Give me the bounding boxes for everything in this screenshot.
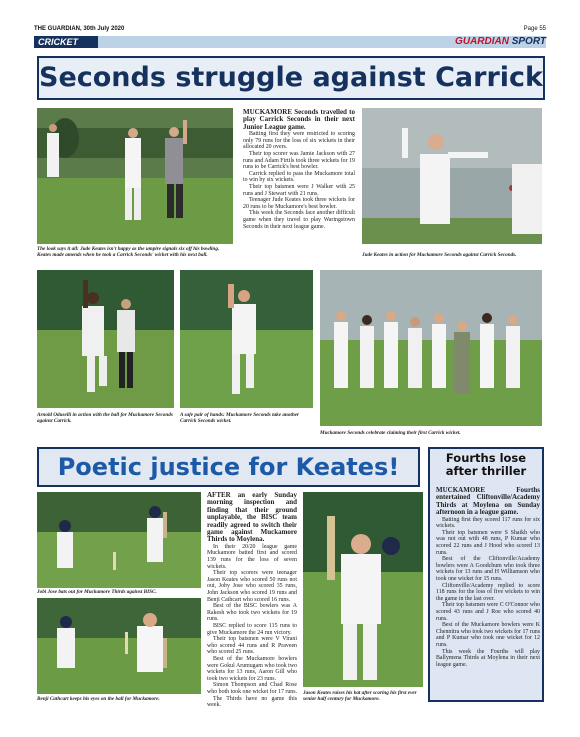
brand-logo (455, 36, 546, 48)
story3-para: Their top batsmen were S Shaikh who was not out with 48 runs, P Kumar who scored 22 runs and J Hood who scored 13 runs. (436, 529, 540, 556)
story3-para: This week the Fourths will play Ballymena Thirds at Moylena in their next league game. (436, 648, 540, 668)
photo-oduselli-bowling (37, 270, 174, 408)
photo-safe-hands (180, 270, 313, 408)
caption-keates-bowling: Jude Keates in action for Muckamore Seconds against Carrick Seconds. (362, 252, 517, 258)
caption-oduselli-bowling: Arnold Oduselli in action with the ball for Muckamore Seconds against Carrick. (37, 412, 173, 425)
story2-para: Best of the BISC bowlers was A Rakesh who took two wickets for 19 runs. (207, 603, 297, 623)
story2-body (207, 492, 297, 709)
story2-para: Their top scorers were teenager Jason Keates who scored 50 runs not out, Joby Jose who scored 35 runs, John Jackson who scored 19 runs and Benji Cathcart who scored 16 runs. (207, 570, 297, 603)
story1-para: Teenager Jude Keates took three wickets for 20 runs to be Muckamore's best bowler. (243, 197, 355, 210)
photo-jose-bats (37, 492, 201, 588)
story3-para: Their top batsmen were C O'Connor who scored 43 runs and J Roe who scored 40 runs. (436, 602, 540, 622)
story3-lead: MUCKAMORE Fourths entertained Cliftonville/Academy Thirds at Moylena on Sunday afternoon in a league game. (436, 486, 540, 517)
caption-umpire-signals: The look says it all: Jude Keates isn't happy as the umpire signals six off his bowling. Keates made amends when he took a Carrick Seconds' wicket with his next ball. (37, 246, 220, 259)
photo-umpire-signals (37, 108, 233, 244)
story1-body (243, 109, 355, 230)
story1-para: Batting first they were restricted to scoring only 79 runs for the loss of six wickets in their allocated 20 overs. (243, 131, 355, 151)
story2-para: The Thirds have no game this week. (207, 695, 297, 709)
story2-para: Simon Thompson and Chad Rose who both took one wicket for 17 runs. (207, 682, 297, 695)
story3-body (436, 487, 540, 668)
story1-para: Their top scorer was Jamie Jackson with 27 runs and Adam Firtils took three wickets for 19 runs to be Carrick's best bowler. (243, 151, 355, 171)
story1-lead: MUCKAMORE Seconds travelled to play Carrick Seconds in their next Junior League game. (243, 108, 355, 131)
page-number: Page 55 (523, 26, 546, 32)
story1-para: This week the Seconds face another difficult game when they travel to play Waringstown Seconds in their next league game. (243, 210, 355, 230)
story3-para: Best of the Muckamore bowlers were K Chennitra who took two wickets for 17 runs and P Kumar who took one wicket for 12 runs. (436, 622, 540, 648)
story1-para: Their top batsmen were J Walker with 25 runs and J Stewart with 21 runs. (243, 183, 355, 197)
brand-sport: SPORT (511, 36, 546, 47)
photo-team-celebrate (320, 270, 542, 426)
story2-para: BISC replied to score 115 runs to give Muckamore the 24 run victory. (207, 622, 297, 636)
story1-para: Carrick replied to pass the Muckamore total to win by six wickets. (243, 170, 355, 184)
photo-keates-bowling (362, 108, 542, 244)
story3-para: Batting first they scored 117 runs for six wickets. (436, 516, 540, 530)
caption-safe-hands: A safe pair of hands: Muckamore Seconds take another Carrick Seconds wicket. (180, 412, 300, 425)
story2-para: Their top batsmen were V Virani who scored 44 runs and R Praveen who scored 25 runs. (207, 636, 297, 656)
photo-cathcart-batting (37, 598, 201, 694)
photo-keates-raises-bat (303, 492, 423, 687)
brand-main: GUARDIAN (455, 36, 509, 47)
caption-team-celebrate: Muckamore Seconds celebrate claiming their first Carrick wicket. (320, 430, 461, 436)
page-header-date: THE GUARDIAN, 30th July 2020 (34, 26, 125, 32)
story2-headline: Poetic justice for Keates! (37, 447, 420, 487)
section-tag: CRICKET (34, 36, 98, 48)
caption-keates-raises-bat: Jason Keates raises his bat after scoring his first ever senior half century for Muckamore. (303, 690, 417, 703)
story2-para: Best of the Muckamore bowlers were Gokul Arumugam who took two wickets for 13 runs, Aaron Gill who took two wickets for 23 runs. (207, 655, 297, 682)
story3-para: Best of the Cliftonville/Academy bowlers were A Goodchum who took three wickets for 13 runs and H Williamson who took one wicket for 15 runs. (436, 556, 540, 582)
caption-jose-bats: Jobi Jose bats out for Muckamore Thirds against BISC. (37, 589, 157, 595)
story1-headline: Seconds struggle against Carrick (37, 56, 545, 100)
story2-lead: AFTER an early Sunday morning inspection and finding that their ground unplayable, the BISC team readily agreed to switch their game against Muckamore Thirds to Moylena. (207, 491, 297, 544)
story3-box (428, 447, 544, 702)
story3-headline: Fourths lose after thriller (445, 451, 527, 478)
story2-para: In their 20/20 league game Muckamore batted first and scored 139 runs for the loss of seven wickets. (207, 543, 297, 570)
story3-para: Cliftonville/Academy replied to score 118 runs for the loss of five wickets to win the game in the last over. (436, 582, 540, 602)
caption-cathcart-batting: Benji Cathcart keeps his eyes on the ball for Muckamore. (37, 696, 160, 702)
